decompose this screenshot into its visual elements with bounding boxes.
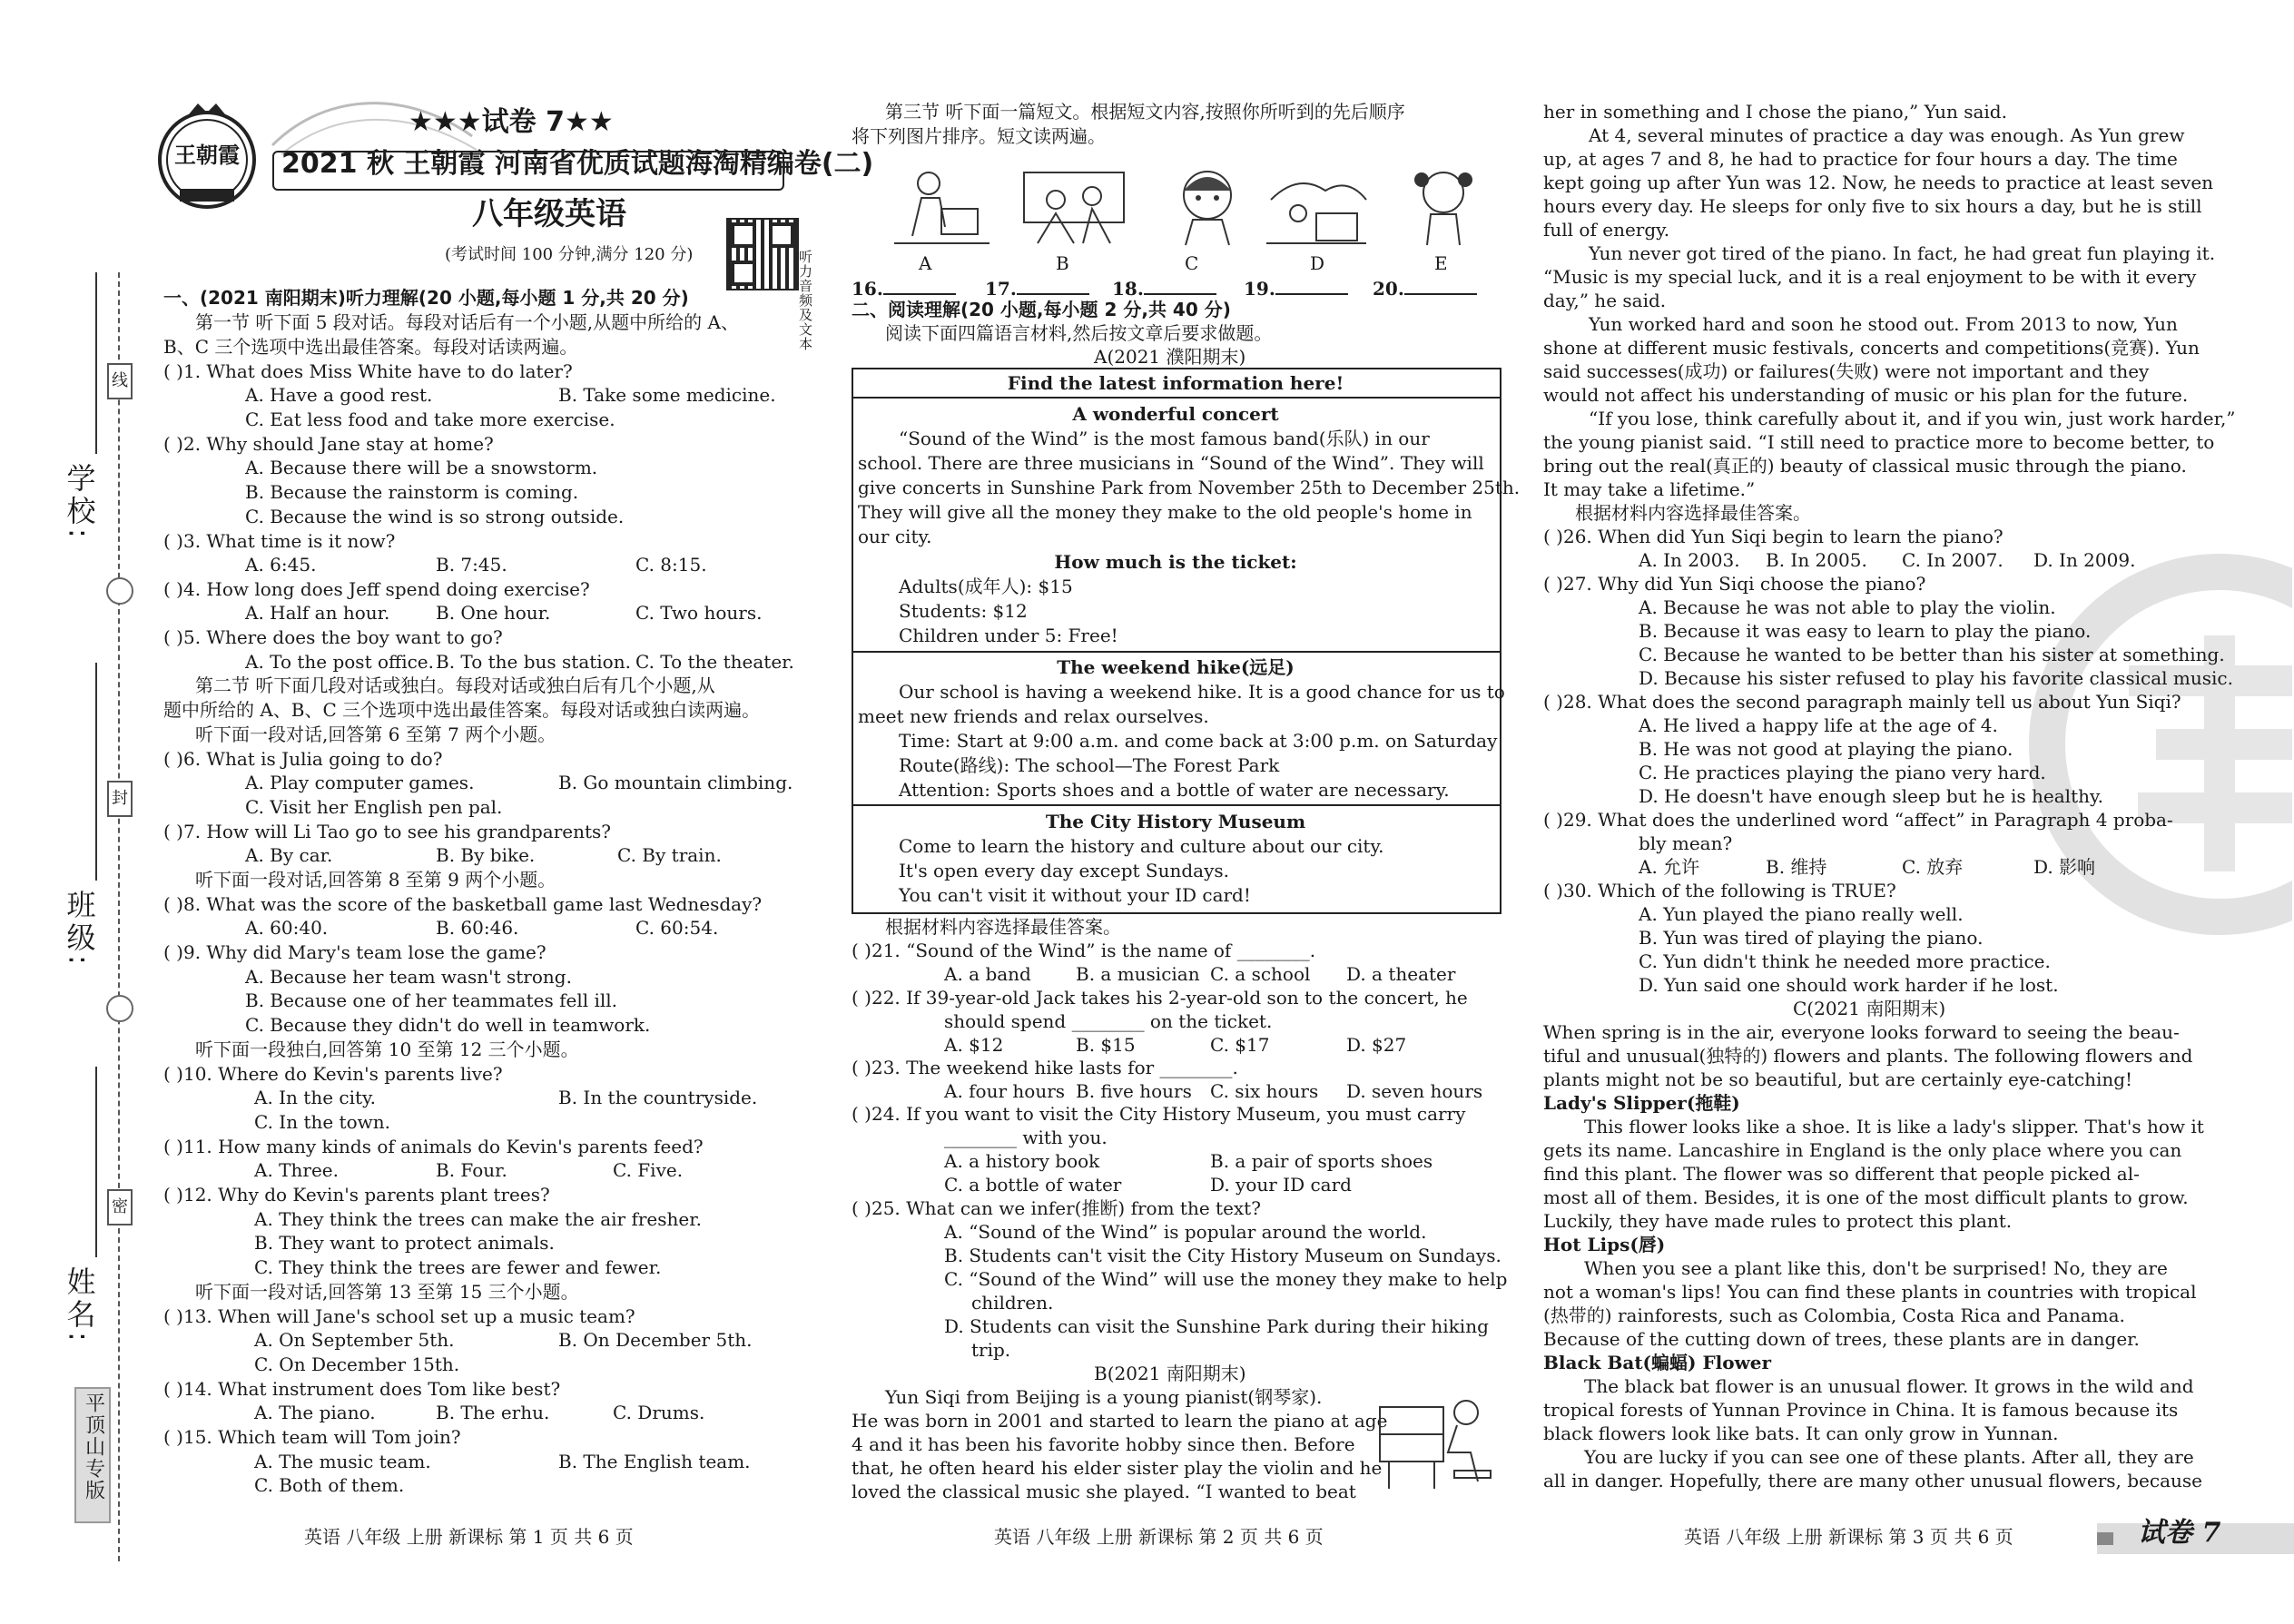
passage-c-text: not a woman's lips! You can find these plants in countries with tropical [1543,1281,2197,1303]
passage-b-text: “If you lose, think carefully about it, and if you win, just work harder,” [1589,408,2236,429]
answer-blank-19[interactable]: 19. [1244,277,1348,301]
series-title: 2021 秋 王朝霞 河南省优质试题海淘精编卷(二) [281,148,874,180]
question-26: ( )26. When did Yun Siqi begin to learn the piano? [1543,526,2004,547]
option: C. Because the wind is so strong outside. [245,506,625,527]
option: A. Because her team wasn't strong. [245,966,572,988]
question-24-cont: ________ with you. [944,1127,1108,1148]
section-2-heading: 二、阅读理解(20 小题,每小题 2 分,共 40 分) [852,299,1231,320]
option: C. Because he wanted to be better than his sister at something. [1639,644,2225,665]
option: B. On December 5th. [558,1329,753,1351]
option: A. “Sound of the Wind” is popular around the world. [944,1221,1427,1243]
question-6: ( )6. What is Julia going to do? [163,748,443,770]
picture-e-icon [1389,163,1498,250]
picture-label-b: B [1056,252,1069,274]
passage-b-text: Yun never got tired of the piano. In fact, he had great fun playing it. [1589,242,2216,264]
option: B. In 2005. [1766,549,1867,571]
passage-b-text: hours every day. He sleeps for only five to six hours a day, but he is still [1543,195,2202,217]
concert-text: give concerts in Sunshine Park from November 25th to December 25th. [858,477,1521,498]
passage-b-text: 4 and it has been his favorite hobby since then. Before [852,1433,1355,1455]
answer-blank-17[interactable]: 17. [985,277,1089,301]
picture-label-e: E [1434,252,1448,274]
question-21: ( )21. “Sound of the Wind” is the name of ________. [852,940,1316,961]
option: A. Half an hour. [245,602,390,624]
concert-text: school. There are three musicians in “Sound of the Wind”. They will [858,452,1484,474]
option: B. Take some medicine. [558,384,776,406]
passage-c-text: Luckily, they have made rules to protect this plant. [1543,1210,2013,1232]
option: A. Because there will be a snowstorm. [245,457,598,478]
passage-b-text: up, at ages 7 and 8, he had to practice for four hours a day. The time [1543,148,2178,170]
option: C. They think the trees are fewer and fewer. [254,1256,662,1278]
question-8: ( )8. What was the score of the basketball game last Wednesday? [163,893,763,915]
binding-hole [106,995,133,1022]
option: C. 放弃 [1902,856,1964,878]
option: D. Students can visit the Sunshine Park during their hiking [944,1315,1489,1337]
part-3-instruction: 第三节 听下面一篇短文。根据短文内容,按照你所听到的先后顺序 [885,101,1405,123]
option: A. $12 [944,1034,1004,1056]
picture-c-icon [1153,163,1262,250]
option: A. Because he was not able to play the violin. [1639,596,2056,618]
option: B. They want to protect animals. [254,1232,555,1254]
part-1-instruction: B、C 三个选项中选出最佳答案。每段对话读两遍。 [163,336,578,358]
question-7: ( )7. How will Li Tao go to see his grandparents? [163,821,611,842]
notice-divider [852,397,1500,399]
passage-c-text: When you see a plant like this, don't be surprised! No, they are [1584,1257,2168,1279]
passage-b-text: full of energy. [1543,219,1670,241]
binding-gutter [0,0,154,1624]
cut-tag-xian: 线 [107,363,133,399]
option: A. The piano. [254,1402,376,1423]
question-1: ( )1. What does Miss White have to do later? [163,360,573,382]
publisher-logo [145,100,272,218]
paper-number-title: ★★★试卷 7★★ [409,106,614,138]
passage-c-text: The black bat flower is an unusual flower. It grows in the wild and [1584,1375,2194,1397]
passage-c-text: most all of them. Besides, it is one of the most difficult plants to grow. [1543,1186,2189,1208]
ticket-heading: How much is the ticket: [1054,551,1297,573]
question-15: ( )15. Which team will Tom join? [163,1426,461,1448]
option: B. Because it was easy to learn to play the piano. [1639,620,2092,642]
option: B. Yun was tired of playing the piano. [1639,927,1984,949]
option: C. In 2007. [1902,549,2004,571]
option: A. In 2003. [1639,549,1740,571]
notice-title: Find the latest information here! [1007,372,1344,394]
question-3: ( )3. What time is it now? [163,530,396,552]
museum-text: It's open every day except Sundays. [899,860,1230,881]
option: B. The English team. [558,1451,751,1472]
watermark-seal-icon [2020,545,2292,944]
passage-c-text: This flower looks like a shoe. It is like a lady's slipper. That's how it [1584,1116,2204,1137]
option: A. 允许 [1639,856,1700,878]
question-28: ( )28. What does the second paragraph mainly tell us about Yun Siqi? [1543,691,2181,713]
passage-b-text: At 4, several minutes of practice a day was enough. As Yun grew [1589,124,2185,146]
option: B. 7:45. [436,554,507,576]
notice-divider [852,651,1500,653]
question-12: ( )12. Why do Kevin's parents plant trees? [163,1184,550,1206]
passage-b-text: that, he often heard his elder sister play the violin and he [852,1457,1383,1479]
question-9: ( )9. Why did Mary's team lose the game? [163,941,546,963]
question-11: ( )11. How many kinds of animals do Kevin's parents feed? [163,1136,704,1157]
question-23: ( )23. The weekend hike lasts for ________. [852,1057,1238,1078]
passage-c-text: tiful and unusual(独特的) flowers and plants. The following flowers and [1543,1045,2193,1067]
passage-c-label: C(2021 南阳期末) [1793,998,1946,1019]
option: B. five hours [1076,1080,1192,1102]
question-24: ( )24. If you want to visit the City History Museum, you must carry [852,1103,1466,1125]
question-30: ( )30. Which of the following is TRUE? [1543,880,1896,901]
option: B. Four. [436,1159,507,1181]
passage-b-text: “Music is my special luck, and it is a real enjoyment to be with it every [1543,266,2197,288]
name-field-line [95,1067,97,1257]
class-field-line [95,663,97,881]
option: A. 6:45. [245,554,317,576]
passage-c-text: find this plant. The flower was so different that people picked al- [1543,1163,2140,1185]
option: B. He was not good at playing the piano. [1639,738,2013,760]
option: A. They think the trees can make the air fresher. [254,1208,702,1230]
logo-text: 王朝霞 [174,142,240,168]
picture-a-icon [885,163,994,250]
option: C. six hours [1210,1080,1319,1102]
passage-b-text: her in something and I chose the piano,” Yun said. [1543,101,2007,123]
answer-blank-18[interactable]: 18. [1112,277,1216,301]
option: A. Play computer games. [245,772,475,793]
concert-text: They will give all the money they make to the old people's home in [858,501,1472,523]
option: D. your ID card [1210,1174,1352,1196]
hike-text: Route(路线): The school—The Forest Park [899,754,1280,776]
picture-label-c: C [1185,252,1199,274]
reading-instruction: 阅读下面四篇语言材料,然后按文章后要求做题。 [885,322,1273,344]
option: A. He lived a happy life at the age of 4. [1639,714,1998,736]
passage-c-text: When spring is in the air, everyone looks forward to seeing the beau- [1543,1021,2180,1043]
question-5: ( )5. Where does the boy want to go? [163,626,503,648]
notice-divider [852,804,1500,806]
option: D. He doesn't have enough sleep but he is healthy. [1639,785,2103,807]
option: C. Because they didn't do well in teamwork. [245,1014,651,1036]
passage-b-text: It may take a lifetime.” [1543,478,1756,500]
option: B. By bike. [436,844,536,866]
page-footer-3: 英语 八年级 上册 新课标 第 3 页 共 6 页 [1684,1526,2013,1548]
question-29: ( )29. What does the underlined word “affect” in Paragraph 4 proba- [1543,809,2173,831]
name-label: 姓名: [62,1266,97,1345]
option: B. In the countryside. [558,1087,758,1108]
option: B. Students can't visit the City History Museum on Sundays. [944,1245,1501,1266]
class-label: 班级: [62,890,97,969]
option-cont: children. [971,1292,1054,1314]
question-25: ( )25. What can we infer(推断) from the text? [852,1197,1261,1219]
hike-text: Time: Start at 9:00 a.m. and come back at 3:00 p.m. on Saturday [899,730,1498,752]
option: C. Both of them. [254,1474,405,1496]
option: A. 60:40. [245,917,329,939]
page-footer-1: 英语 八年级 上册 新课标 第 1 页 共 6 页 [304,1526,634,1548]
passage-b-text: kept going up after Yun was 12. Now, he needs to practice at least seven [1543,172,2214,193]
question-4: ( )4. How long does Jeff spend doing exercise? [163,578,590,600]
option: D. a theater [1346,963,1456,985]
option: C. He practices playing the piano very hard. [1639,762,2046,783]
passage-c-text: You are lucky if you can see one of these plants. After all, they are [1584,1446,2194,1468]
option: B. a musician [1076,963,1200,985]
option: A. Have a good rest. [245,384,433,406]
edition-box [74,1387,111,1523]
option: D. $27 [1346,1034,1407,1056]
hike-text: Our school is having a weekend hike. It is a good chance for us to [899,681,1505,703]
passage-c-text: gets its name. Lancashire in England is the only place where you can [1543,1139,2182,1161]
passage-c-text: black flowers look like bats. It can only grow in Yunnan. [1543,1422,2059,1444]
option: D. 影响 [2033,856,2096,878]
option: B. The erhu. [436,1402,550,1423]
paper-label: 试卷 7 [2138,1517,2221,1549]
dialogue-intro: 听下面一段对话,回答第 8 至第 9 两个小题。 [195,869,556,891]
passage-c-text: plants might not be so beautiful, but are certainly eye-catching! [1543,1068,2133,1090]
option: C. 60:54. [635,917,719,939]
option: A. By car. [245,844,333,866]
option: A. On September 5th. [254,1329,455,1351]
museum-text: Come to learn the history and culture about our city. [899,835,1384,857]
option: A. To the post office. [245,651,434,673]
flower-heading: Lady's Slipper(拖鞋) [1543,1092,1740,1114]
flower-heading: Hot Lips(唇) [1543,1234,1666,1255]
option: B. a pair of sports shoes [1210,1150,1433,1172]
option: B. 维持 [1766,856,1827,878]
option: C. a bottle of water [944,1174,1122,1196]
passage-b-text: Yun worked hard and soon he stood out. From 2013 to now, Yun [1589,313,2178,335]
flower-heading: Black Bat(蝙蝠) Flower [1543,1352,1772,1373]
question-14: ( )14. What instrument does Tom like best? [163,1378,561,1400]
option: B. $15 [1076,1034,1136,1056]
passage-a-label: A(2021 濮阳期末) [1094,346,1246,368]
question-2: ( )2. Why should Jane stay at home? [163,433,494,455]
option: A. In the city. [254,1087,377,1108]
option: C. Visit her English pen pal. [245,796,503,818]
binding-hole [106,577,133,605]
option: C. By train. [617,844,722,866]
option: D. seven hours [1346,1080,1483,1102]
passage-b-text: would not affect his understanding of music or his plan for the future. [1543,384,2189,406]
option: B. One hour. [436,602,551,624]
passage-b-text: day,” he said. [1543,290,1667,311]
passage-c-text: (热带的) rainforests, such as Colombia, Costa Rica and Panama. [1543,1304,2125,1326]
cut-tag-feng: 封 [107,781,133,817]
question-27: ( )27. Why did Yun Siqi choose the piano? [1543,573,1926,595]
option: A. The music team. [254,1451,431,1472]
cut-line [118,272,120,1561]
option: C. $17 [1210,1034,1270,1056]
pianist-illustration-icon [1371,1380,1498,1498]
option: C. Five. [613,1159,684,1181]
option: D. In 2009. [2033,549,2136,571]
qr-caption: 听力音频及文本 [799,249,813,352]
question-instruction: 根据材料内容选择最佳答案。 [1575,502,1811,524]
option: A. Three. [254,1159,339,1181]
option: C. Eat less food and take more exercise. [245,408,615,430]
part-3-instruction: 将下列图片排序。短文读两遍。 [852,125,1106,147]
concert-title: A wonderful concert [1072,403,1279,425]
picture-label-a: A [919,252,932,274]
passage-b-text: bring out the real(真正的) beauty of classical music through the piano. [1543,455,2187,477]
edition-label: 平顶山专版 [82,1393,105,1501]
part-2-instruction: 题中所给的 A、B、C 三个选项中选出最佳答案。每段对话或独白读两遍。 [163,699,761,721]
option: B. 60:46. [436,917,519,939]
hike-text: meet new friends and relax ourselves. [858,705,1209,727]
option: A. a history book [944,1150,1100,1172]
option: A. a band [944,963,1031,985]
museum-title: The City History Museum [1045,811,1306,832]
hike-text: Attention: Sports shoes and a bottle of water are necessary. [899,779,1450,801]
band-mark [2097,1532,2113,1545]
question-22: ( )22. If 39-year-old Jack takes his 2-year-old son to the concert, he [852,987,1468,1009]
museum-text: You can't visit it without your ID card! [899,884,1251,906]
question-22-cont: should spend ________ on the ticket. [944,1010,1273,1032]
option: C. 8:15. [635,554,707,576]
grade-subject-title: 八年级英语 [472,196,626,232]
option: C. Yun didn't think he needed more practice. [1639,950,2051,972]
answer-blank-16[interactable]: 16. [852,277,956,301]
option: D. Because his sister refused to play his favorite classical music. [1639,667,2233,689]
option: C. Two hours. [635,602,763,624]
dialogue-intro: 听下面一段对话,回答第 13 至第 15 三个小题。 [195,1281,579,1303]
option: C. a school [1210,963,1311,985]
picture-d-icon [1262,163,1371,250]
passage-b-text: shone at different music festivals, concerts and competitions(竞赛). Yun [1543,337,2200,359]
school-label: 学校: [62,463,97,542]
option: B. Because one of her teammates fell ill. [245,989,618,1011]
passage-b-label: B(2021 南阳期末) [1094,1363,1246,1384]
question-10: ( )10. Where do Kevin's parents live? [163,1063,503,1085]
passage-b-text: the young pianist said. “I still need to practice more to become better, to [1543,431,2215,453]
part-1-instruction: 第一节 听下面 5 段对话。每段对话后有一个小题,从题中所给的 A、 [195,311,739,333]
dialogue-intro: 听下面一段对话,回答第 6 至第 7 两个小题。 [195,723,556,745]
question-instruction: 根据材料内容选择最佳答案。 [885,916,1121,938]
passage-b-text: Yun Siqi from Beijing is a young pianist(钢琴家). [885,1386,1323,1408]
ticket-price: Adults(成年人): $15 [899,576,1073,597]
monologue-intro: 听下面一段独白,回答第 10 至第 12 三个小题。 [195,1038,579,1060]
passage-b-text: He was born in 2001 and started to learn the piano at age [852,1410,1388,1432]
page-footer-2: 英语 八年级 上册 新课标 第 2 页 共 6 页 [994,1526,1324,1548]
option: C. On December 15th. [254,1353,460,1375]
option: B. Go mountain climbing. [558,772,793,793]
option: C. In the town. [254,1111,390,1133]
passage-b-text: loved the classical music she played. “I wanted to beat [852,1481,1356,1502]
qr-code[interactable] [726,218,799,290]
school-field-line [95,272,97,454]
hike-title: The weekend hike(远足) [1057,656,1295,678]
cut-tag-mi: 密 [107,1189,133,1225]
passage-b-text: said successes(成功) or failures(失败) were not important and they [1543,360,2150,382]
question-13: ( )13. When will Jane's school set up a music team? [163,1305,635,1327]
picture-label-d: D [1310,252,1325,274]
passage-c-text: Because of the cutting down of trees, these plants are in danger. [1543,1328,2140,1350]
section-1-heading: 一、(2021 南阳期末)听力理解(20 小题,每小题 1 分,共 20 分) [163,287,689,309]
ticket-price: Students: $12 [899,600,1028,622]
answer-blank-20[interactable]: 20. [1373,277,1477,301]
option: C. “Sound of the Wind” will use the money they make to help [944,1268,1508,1290]
ticket-price: Children under 5: Free! [899,625,1118,646]
option: B. Because the rainstorm is coming. [245,481,579,503]
option: C. Drums. [613,1402,705,1423]
question-29-cont: bly mean? [1639,832,1733,854]
passage-c-text: tropical forests of Yunnan Province in China. It is famous because its [1543,1399,2179,1421]
option: B. To the bus station. [436,651,631,673]
concert-text: “Sound of the Wind” is the most famous band(乐队) in our [899,428,1430,449]
part-2-instruction: 第二节 听下面几段对话或独白。每段对话或独白后有几个小题,从 [195,674,715,696]
option-cont: trip. [971,1339,1011,1361]
passage-c-text: all in danger. Hopefully, there are many other unusual flowers, because [1543,1470,2202,1491]
option: C. To the theater. [635,651,794,673]
exam-info: (考试时间 100 分钟,满分 120 分) [445,245,694,264]
picture-b-icon [1019,163,1128,250]
option: A. four hours [944,1080,1066,1102]
concert-text: our city. [858,526,932,547]
option: A. Yun played the piano really well. [1639,903,1964,925]
option: D. Yun said one should work harder if he lost. [1639,974,2059,996]
